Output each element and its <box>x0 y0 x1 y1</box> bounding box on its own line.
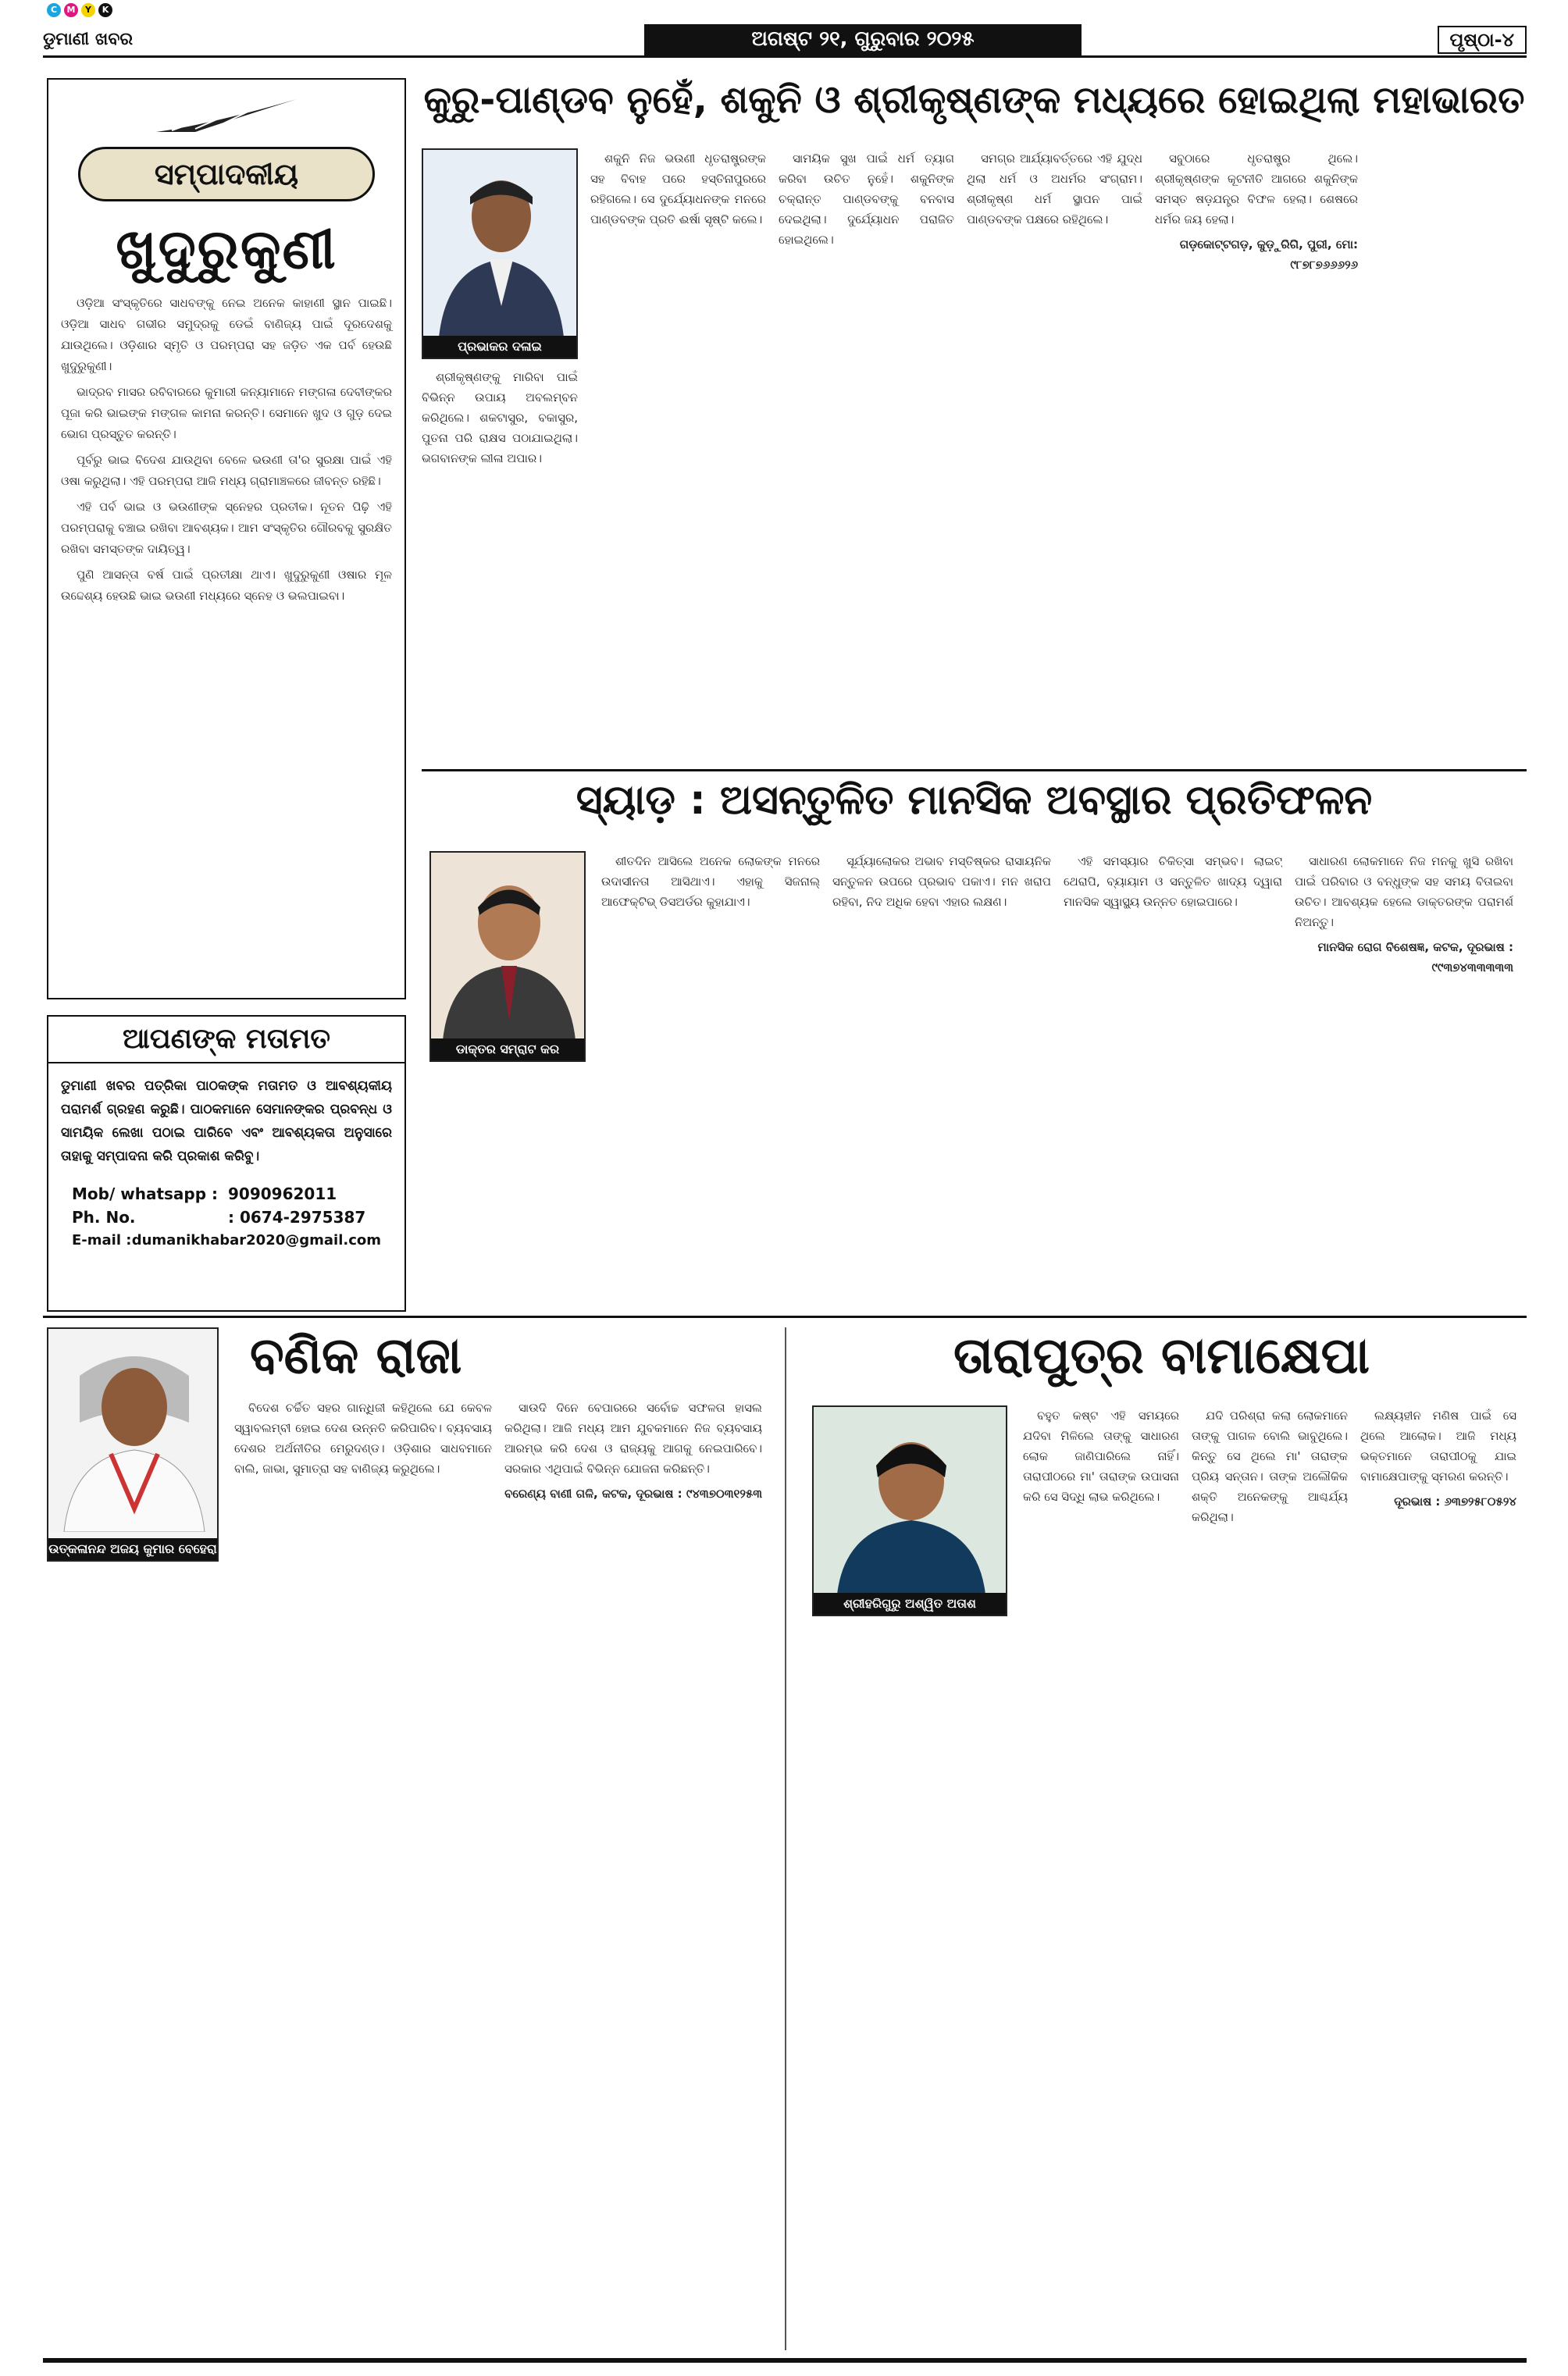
article-headline: ତାରାପୁତ୍ର ବାମାକ୍ଷେପା <box>953 1327 1370 1385</box>
contact-email[interactable]: dumanikhabar2020@gmail.com <box>131 1232 381 1249</box>
opinion-title: ଆପଣଙ୍କ ମତାମତ <box>48 1017 404 1063</box>
article-column: ସବୁଠାରେ ଧୃତରାଷ୍ଟ୍ର ଥିଲେ। ଶ୍ରୀକୃଷ୍ଣଙ୍କ କୂଟନୀତି ଆଗରେ ଶକୁନିଙ୍କ ସମସ୍ତ ଷଡ଼ଯନ୍ତ୍ର ବିଫଳ ହେଲା। ଶେଷରେ ଧର୍ମର ଜୟ ହେଲା। ଗଡ଼କୋଟ୍ଟଗଡ଼, କୁଡ଼ୁରିଗି, ପୁରୀ, ମୋ: ୯୮୭୮୭୬୬୬୨୬ <box>1155 148 1358 757</box>
editorial-paragraph: ପୁଣି ଆସନ୍ତା ବର୍ଷ ପାଇଁ ପ୍ରତୀକ୍ଷା ଥାଏ। ଖୁଦୁରୁକୁଣୀ ଓଷାର ମୂଳ ଉଦ୍ଦେଶ୍ୟ ହେଉଛି ଭାଇ ଭଉଣୀ ମଧ୍ୟରେ ସ୍ନେହ ଓ ଭଲପାଇବା। <box>61 568 392 603</box>
author-name: ଡାକ୍ତର ସମ୍ରାଟ କର <box>431 1038 584 1060</box>
article-sad <box>422 777 1527 1308</box>
article-mahabharat <box>422 78 1527 765</box>
editorial-paragraph: ଓଡ଼ିଆ ସଂସ୍କୃତିରେ ସାଧବଙ୍କୁ ନେଇ ଅନେକ କାହାଣୀ ସ୍ଥାନ ପାଇଛି। ଓଡ଼ିଆ ସାଧବ ଗଭୀର ସମୁଦ୍ରକୁ ଡେଇଁ ବାଣିଜ୍ୟ ପାଇଁ ଦୂରଦେଶକୁ ଯାଉଥିଲେ। ଓଡ଼ିଶାର ସ୍ମୃତି ଓ ପରମ୍ପରା ସହ ଜଡ଼ିତ ଏକ ପର୍ବ ହେଉଛି ଖୁଦୁରୁକୁଣୀ। <box>61 296 392 373</box>
article-bamakhyepa <box>796 1327 1527 2350</box>
editorial-paragraph: ପୂର୍ବରୁ ଭାଇ ବିଦେଶ ଯାଉଥିବା ବେଳେ ଭଉଣୀ ତା'ର ସୁରକ୍ଷା ପାଇଁ ଏହି ଓଷା କରୁଥିଲା। ଏହି ପରମ୍ପରା ଆଜି ମଧ୍ୟ ଗ୍ରାମାଞ୍ଚଳରେ ଜୀବନ୍ତ ରହିଛି। <box>61 453 392 488</box>
article-headline: କୁରୁ-ପାଣ୍ଡବ ନୁହେଁ, ଶକୁନି ଓ ଶ୍ରୀକୃଷ୍ଣଙ୍କ ମଧ୍ୟରେ ହୋଇଥିଲା ମହାଭାରତ <box>423 78 1525 122</box>
cmyk-m: M <box>64 3 78 17</box>
article-column: ଯଦି ପରିଶ୍ରା କଲା ଲୋକମାନେ ତାଙ୍କୁ ପାଗଳ ବୋଲି ଭାବୁଥିଲେ। କିନ୍ତୁ ସେ ଥିଲେ ମା' ତାରାଙ୍କ ପ୍ରିୟ ସନ୍ତାନ। ତାଙ୍କ ଅଲୌକିକ ଶକ୍ତି ଅନେକଙ୍କୁ ଆଶ୍ଚର୍ଯ୍ୟ କରିଥିଲା। <box>1192 1409 1348 1524</box>
cmyk-c: C <box>47 3 61 17</box>
divider <box>43 1316 1527 1318</box>
article-column: ଶୀତଦିନ ଆସିଲେ ଅନେକ ଲୋକଙ୍କ ମନରେ ଉଦାସୀନତା ଆସିଥାଏ। ଏହାକୁ ସିଜନାଲ୍ ଆଫେକ୍ଟିଭ୍ ଡିସଅର୍ଡର କୁହାଯାଏ। <box>601 854 820 909</box>
author-name: ଉତ୍କଳାନନ୍ଦ ଅଜୟ କୁମାର ବେହେରା <box>48 1538 217 1560</box>
footer-rule <box>43 2358 1527 2363</box>
article-column: ଏହି ସମସ୍ୟାର ଚିକିତ୍ସା ସମ୍ଭବ। ଲାଇଟ୍ ଥେରାପି, ବ୍ୟାୟାମ ଓ ସନ୍ତୁଳିତ ଖାଦ୍ୟ ଦ୍ୱାରା ମାନସିକ ସ୍ୱାସ୍ଥ୍ୟ ଉନ୍ନତ ହୋଇପାରେ। <box>1064 854 1282 909</box>
contact-block <box>48 1179 404 1256</box>
page-number: ପୃଷ୍ଠା-୪ <box>1438 26 1527 54</box>
issue-date: ଅଗଷ୍ଟ ୨୧, ଗୁରୁବାର ୨୦୨୫ <box>644 24 1082 55</box>
article-column: ଲକ୍ଷ୍ୟହୀନ ମଣିଷ ପାଇଁ ସେ ଥିଲେ ଆଲୋକ। ଆଜି ମଧ୍ୟ ଭକ୍ତମାନେ ତାରାପୀଠକୁ ଯାଇ ବାମାକ୍ଷେପାଙ୍କୁ ସ୍ମରଣ କରନ୍ତି। ଦୂରଭାଷ : ୬୩୭୨୫୮୦୫୨୪ <box>1360 1405 1516 2342</box>
contact-mobile[interactable]: 9090962011 <box>228 1184 337 1203</box>
opinion-box <box>47 1015 406 1312</box>
contact-label: E-mail : <box>72 1232 132 1249</box>
article-column: ସୂର୍ଯ୍ୟାଲୋକର ଅଭାବ ମସ୍ତିଷ୍କର ରାସାୟନିକ ସନ୍ତୁଳନ ଉପରେ ପ୍ରଭାବ ପକାଏ। ମନ ଖରାପ ରହିବା, ନିଦ ଅଧିକ ହେବା ଏହାର ଲକ୍ଷଣ। <box>832 854 1051 909</box>
contact-label: Mob/ whatsapp : <box>72 1184 218 1203</box>
author-photo <box>422 148 578 359</box>
opinion-body: ଡୁମାଣୀ ଖବର ପତ୍ରିକା ପାଠକଙ୍କ ମତାମତ ଓ ଆବଶ୍ୟକୀୟ ପରାମର୍ଶ ଗ୍ରହଣ କରୁଛି। ପାଠକମାନେ ସେମାନଙ୍କର ପ୍ରବନ୍ଧ ଓ ସାମୟିକ ଲେଖା ପଠାଇ ପାରିବେ ଏବଂ ଆବଶ୍ୟକତା ଅନୁସାରେ ତାହାକୁ ସମ୍ପାଦନା କରି ପ୍ରକାଶ କରିବୁ। <box>61 1078 392 1164</box>
contact-phone[interactable]: : 0674-2975387 <box>228 1208 366 1227</box>
editorial-paragraph: ଏହି ପର୍ବ ଭାଇ ଓ ଭଉଣୀଙ୍କ ସ୍ନେହର ପ୍ରତୀକ। ନୂତନ ପିଢ଼ି ଏହି ପରମ୍ପରାକୁ ବଞ୍ଚାଇ ରଖିବା ଆବଶ୍ୟକ। ଆମ ସଂସ୍କୃତିର ଗୌରବକୁ ସୁରକ୍ଷିତ ରଖିବା ସମସ୍ତଙ୍କ ଦାୟିତ୍ୱ। <box>61 500 392 556</box>
author-photo <box>47 1327 219 1562</box>
paper-name: ଡୁମାଣୀ ଖବର <box>43 30 133 49</box>
author-photo <box>429 851 586 1062</box>
article-byline: ଦୂରଭାଷ : ୬୩୭୨୫୮୦୫୨୪ <box>1394 1494 1516 1509</box>
article-column: ବିଦେଶ ଚର୍ଚ୍ଚିତ ସହର ଗାନ୍ଧିଜୀ କହିଥିଲେ ଯେ କେବଳ ସ୍ୱାବଲମ୍ବୀ ହୋଇ ଦେଶ ଉନ୍ନତି କରିପାରିବ। ବ୍ୟବସାୟ ଦେଶର ଅର୍ଥନୀତିର ମେରୁଦଣ୍ଡ। ଓଡ଼ିଶାର ସାଧବମାନେ ବାଲି, ଜାଭା, ସୁମାତ୍ରା ସହ ବାଣିଜ୍ୟ କରୁଥିଲେ। <box>234 1401 492 1476</box>
masthead <box>43 23 1527 58</box>
article-column: ସାଧାରଣ ଲୋକମାନେ ନିଜ ମନକୁ ଖୁସି ରଖିବା ପାଇଁ ପରିବାର ଓ ବନ୍ଧୁଙ୍କ ସହ ସମୟ ବିତାଇବା ଉଚିତ। ଆବଶ୍ୟକ ହେଲେ ଡାକ୍ତରଙ୍କ ପରାମର୍ଶ ନିଅନ୍ତୁ। ମାନସିକ ରୋଗ ବିଶେଷଜ୍ଞ, କଟକ, ଦୂରଭାଷ : ୯୯୩୭୪୩୩୩୩୩ <box>1295 851 1513 1296</box>
article-column: ଶ୍ରୀକୃଷ୍ଣଙ୍କୁ ମାରିବା ପାଇଁ ବିଭିନ୍ନ ଉପାୟ ଅବଲମ୍ବନ କରିଥିଲେ। ଶକଟାସୁର, ବକାସୁର, ପୁତନା ପରି ରାକ୍ଷସ ପଠାଯାଇଥିଲା। ଭଗବାନଙ୍କ ଲୀଳା ଅପାର। <box>422 370 578 465</box>
contact-label: Ph. No. <box>72 1208 136 1227</box>
article-byline: ଗଡ଼କୋଟ୍ଟଗଡ଼, କୁଡ଼ୁରିଗି, ପୁରୀ, ମୋ: ୯୮୭୮୭୬୬୬୨୬ <box>1179 237 1358 272</box>
editorial-paragraph: ଭାଦ୍ରବ ମାସର ରବିବାରରେ କୁମାରୀ କନ୍ୟାମାନେ ମଙ୍ଗଳା ଦେବୀଙ୍କର ପୂଜା କରି ଭାଇଙ୍କ ମଙ୍ଗଳ କାମନା କରନ୍ତି। ସେମାନେ ଖୁଦ ଓ ଗୁଡ଼ ଦେଇ ଭୋଗ ପ୍ରସ୍ତୁତ କରନ୍ତି। <box>61 385 392 441</box>
cmyk-k: K <box>98 3 112 17</box>
article-column: ସାଉଦି ଦିନେ ବେପାରରେ ସର୍ବୋଚ୍ଚ ସଫଳତା ହାସଲ କରିଥିଲା। ଆଜି ମଧ୍ୟ ଆମ ଯୁବକମାନେ ନିଜ ବ୍ୟବସାୟ ଆରମ୍ଭ କରି ଦେଶ ଓ ରାଜ୍ୟକୁ ଆଗକୁ ନେଇପାରିବେ। ସରକାର ଏଥିପାଇଁ ବିଭିନ୍ନ ଯୋଜନା କରିଛନ୍ତି। ବରେଣ୍ୟ ବାଣୀ ଗଳି, କଟକ, ଦୂରଭାଷ : ୯୪୩୭୦୩୧୨୫୩ <box>504 1398 762 2335</box>
article-column: ସାମୟିକ ସୁଖ ପାଇଁ ଧର୍ମ ତ୍ୟାଗ କରିବା ଉଚିତ ନୁହେଁ। ଶକୁନିଙ୍କ ଚକ୍ରାନ୍ତ ପାଣ୍ଡବଙ୍କୁ ବନବାସ ଦେଇଥିଲା। ଦୁର୍ଯ୍ୟୋଧନ ପରାଜିତ ହୋଇଥିଲେ। <box>779 151 954 247</box>
editorial-label: ସମ୍ପାଦକୀୟ <box>78 147 375 201</box>
editorial-box <box>47 78 406 999</box>
article-column: ବହୁତ କଷ୍ଟ ଏହି ସମୟରେ ଯଦିବା ମିଳିଲେ ତାଙ୍କୁ ସାଧାରଣ ଲୋକ ଜାଣିପାରିଲେ ନାହିଁ। ତାରାପୀଠରେ ମା' ତାରାଙ୍କ ଉପାସନା କରି ସେ ସିଦ୍ଧି ଲାଭ କରିଥିଲେ। <box>1023 1409 1179 1504</box>
article-headline: ସ୍ୟାଡ଼ : ଅସନ୍ତୁଳିତ ମାନସିକ ଅବସ୍ଥାର ପ୍ରତିଫଳନ <box>576 777 1373 824</box>
article-banik-raja <box>47 1327 777 2350</box>
divider <box>422 769 1527 771</box>
author-name: ପ୍ରଭାକର ଦଳାଇ <box>423 336 576 358</box>
cmyk-marks <box>47 3 112 17</box>
article-column: ଶକୁନି ନିଜ ଭଉଣୀ ଧୃତରାଷ୍ଟ୍ରଙ୍କ ସହ ବିବାହ ପରେ ହସ୍ତିନାପୁରରେ ରହିଗଲେ। ସେ ଦୁର୍ଯ୍ୟୋଧନଙ୍କ ମନରେ ପାଣ୍ଡବଙ୍କ ପ୍ରତି ଈର୍ଷା ସୃଷ୍ଟି କଲେ। <box>590 151 766 226</box>
column-divider <box>785 1327 786 2350</box>
article-column: ସମଗ୍ର ଆର୍ଯ୍ୟାବର୍ତ୍ତରେ ଏହି ଯୁଦ୍ଧ ଥିଲା ଧର୍ମ ଓ ଅଧର୍ମର ସଂଗ୍ରାମ। ଶ୍ରୀକୃଷ୍ଣ ଧର୍ମ ସ୍ଥାପନ ପାଇଁ ପାଣ୍ଡବଙ୍କ ପକ୍ଷରେ ରହିଥିଲେ। <box>967 151 1142 226</box>
article-headline: ବଣିକ ରାଜା <box>250 1327 462 1385</box>
editorial-body <box>61 293 392 607</box>
author-photo <box>812 1405 1007 1616</box>
cmyk-y: Y <box>81 3 95 17</box>
quill-icon <box>61 89 392 144</box>
article-byline: ବରେଣ୍ୟ ବାଣୀ ଗଳି, କଟକ, ଦୂରଭାଷ : ୯୪୩୭୦୩୧୨୫୩ <box>504 1487 762 1501</box>
editorial-title: ଖୁଦୁରୁକୁଣୀ <box>116 217 337 281</box>
article-byline: ମାନସିକ ରୋଗ ବିଶେଷଜ୍ଞ, କଟକ, ଦୂରଭାଷ : ୯୯୩୭୪୩୩୩୩୩ <box>1317 940 1513 974</box>
author-name: ଶ୍ରୀହରିଗୁରୁ ଅଶ୍ୱିତ ଅତାଶ <box>814 1593 1006 1615</box>
